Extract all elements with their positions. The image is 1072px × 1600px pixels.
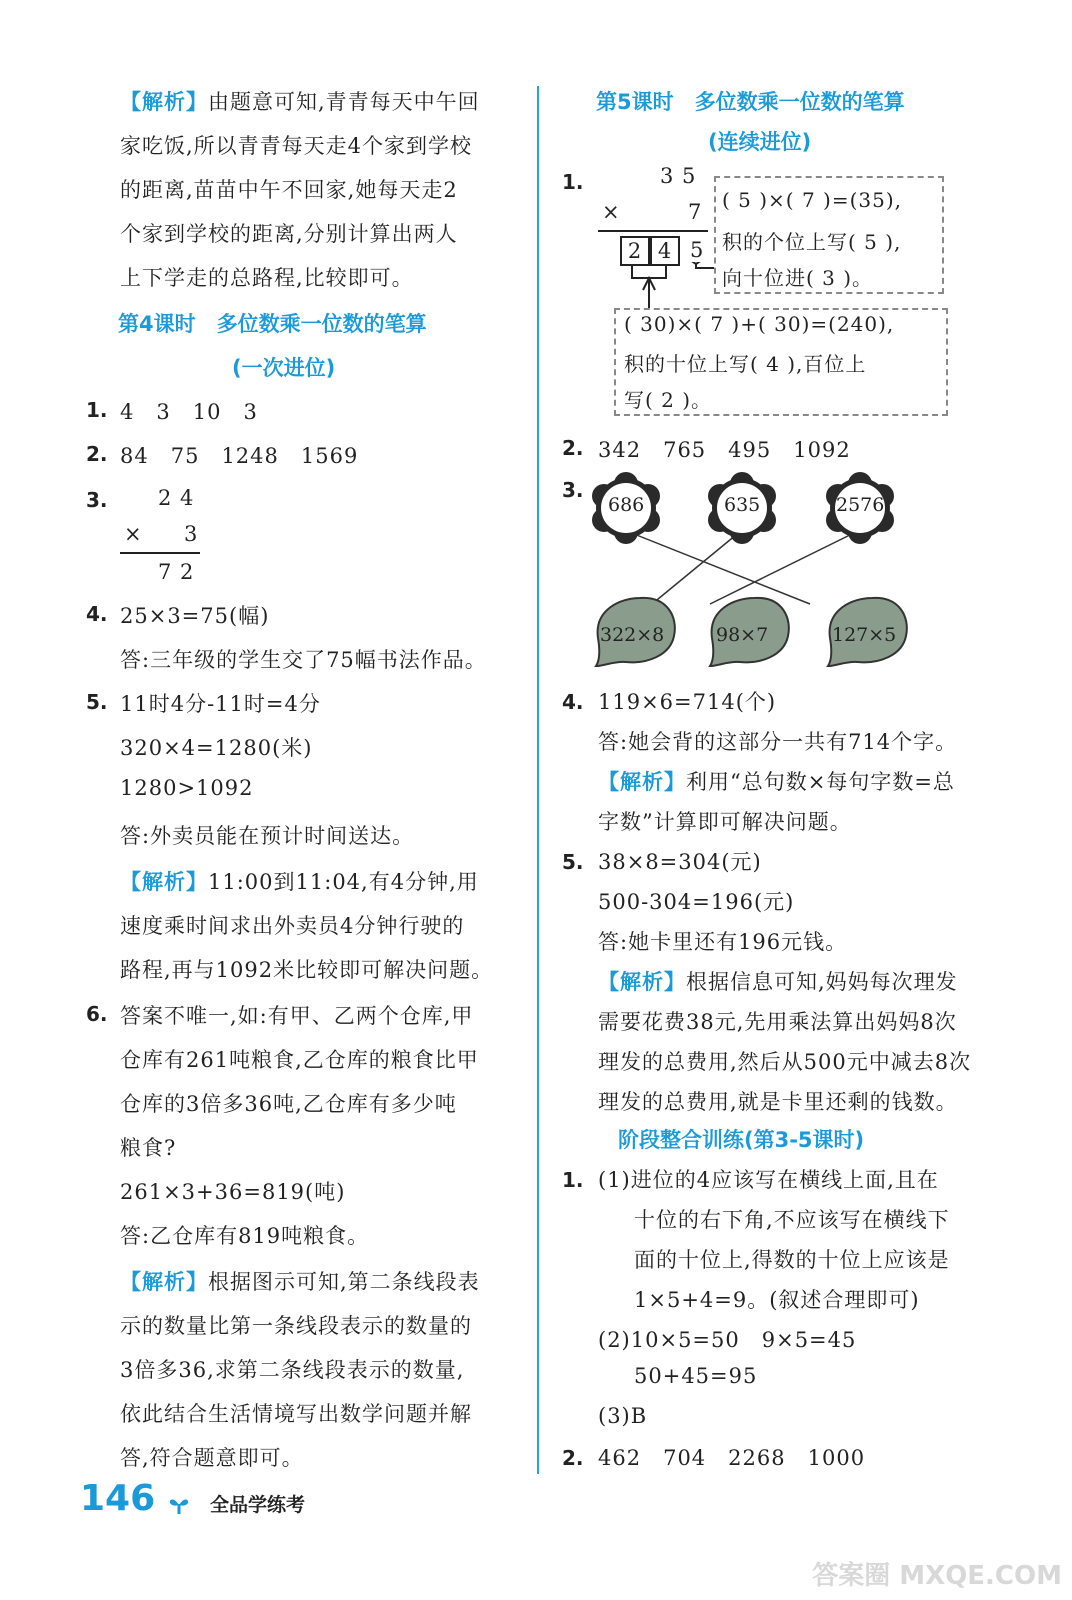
analysis-text: 根据图示可知,第二条线段表 — [208, 1270, 480, 1294]
column-divider — [537, 86, 539, 1474]
multiplier: 7 — [688, 200, 703, 224]
product: 7 2 — [158, 560, 195, 584]
analysis-text: 理发的总费用,就是卡里还剩的钱数。 — [598, 1090, 958, 1114]
answer-text: 答案不唯一,如:有甲、乙两个仓库,甲 — [120, 1004, 474, 1028]
explanation-text: 向十位进( 3 )。 — [722, 266, 874, 290]
analysis-text: 路程,再与1092米比较即可解决问题。 — [120, 958, 494, 982]
analysis-tag: 【解析】 — [598, 770, 686, 794]
answer-text: (3)B — [598, 1404, 648, 1428]
analysis-text: 由题意可知,青青每天中午回 — [208, 90, 480, 114]
answer-text: 答:她卡里还有196元钱。 — [598, 930, 848, 954]
product-digit-box: 2 — [620, 236, 650, 266]
leaf-expression: 127×5 — [832, 624, 897, 646]
multiplicand: 2 4 — [158, 486, 195, 510]
question-number: 2. — [86, 442, 108, 466]
answer-text: 答:乙仓库有819吨粮食。 — [120, 1224, 370, 1248]
answer-text: 4 3 10 3 — [120, 400, 258, 424]
analysis-text: 答,符合题意即可。 — [120, 1446, 304, 1470]
question-number: 5. — [562, 850, 584, 874]
analysis-text: 字数”计算即可解决问题。 — [598, 810, 852, 834]
page-number: 146 — [80, 1478, 156, 1519]
question-number: 1. — [86, 398, 108, 422]
product-digit-box: 4 — [650, 236, 680, 266]
section-title: 阶段整合训练(第3-5课时) — [618, 1128, 865, 1152]
analysis-text: 利用“总句数×每句字数=总 — [686, 770, 955, 794]
vertical-calc-line — [598, 230, 708, 232]
flower-value: 635 — [724, 494, 761, 516]
lesson-subtitle: (一次进位) — [232, 356, 336, 380]
leaf-expression: 98×7 — [716, 624, 769, 646]
explanation-text: 积的十位上写( 4 ),百位上 — [624, 352, 867, 376]
multiplier: 3 — [184, 522, 199, 546]
analysis-text: 上下学走的总路程,比较即可。 — [120, 266, 414, 290]
leaf-expression: 322×8 — [600, 624, 665, 646]
answer-text: 320×4=1280(米) — [120, 736, 313, 760]
answer-text: 119×6=714(个) — [598, 690, 777, 714]
analysis-tag: 【解析】 — [120, 870, 208, 894]
answer-text: 11时4分-11时=4分 — [120, 692, 321, 716]
question-number: 3. — [86, 488, 108, 512]
question-number: 1. — [562, 170, 584, 194]
answer-text: (2)10×5=50 9×5=45 — [598, 1328, 857, 1352]
question-number: 4. — [562, 690, 584, 714]
answer-text: (1)进位的4应该写在横线上面,且在 — [598, 1168, 939, 1192]
analysis-text: 11:00到11:04,有4分钟,用 — [208, 870, 479, 894]
explanation-text: 积的个位上写( 5 ), — [722, 230, 902, 254]
answer-text: 25×3=75(幅) — [120, 604, 270, 628]
brand-name: 全品学练考 — [210, 1494, 306, 1516]
question-number: 3. — [562, 478, 584, 502]
multiply-sign: × — [602, 200, 621, 224]
question-number: 5. — [86, 690, 108, 714]
lesson-title: 第4课时 多位数乘一位数的笔算 — [118, 312, 427, 336]
analysis-tag: 【解析】 — [598, 970, 686, 994]
answer-text: 38×8=304(元) — [598, 850, 762, 874]
answer-text: 462 704 2268 1000 — [598, 1446, 866, 1470]
analysis-text: 速度乘时间求出外卖员4分钟行驶的 — [120, 914, 465, 938]
question-number: 1. — [562, 1168, 584, 1192]
explanation-text: 写( 2 )。 — [624, 388, 713, 412]
answer-text: 500-304=196(元) — [598, 890, 795, 914]
question-number: 2. — [562, 1446, 584, 1470]
answer-text: 1280>1092 — [120, 776, 254, 800]
answer-text: 50+45=95 — [634, 1364, 758, 1388]
answer-text: 答:外卖员能在预计时间送达。 — [120, 824, 415, 848]
answer-text: 十位的右下角,不应该写在横线下 — [634, 1208, 950, 1232]
bracket-arrows — [610, 262, 720, 310]
analysis-tag: 【解析】 — [120, 1270, 208, 1294]
lesson-subtitle: (连续进位) — [708, 130, 812, 154]
analysis-line — [120, 86, 480, 116]
lesson-title: 第5课时 多位数乘一位数的笔算 — [596, 90, 905, 114]
answer-text: 1×5+4=9。(叙述合理即可) — [634, 1288, 920, 1312]
question-number: 2. — [562, 436, 584, 460]
vertical-calc-line — [120, 552, 200, 554]
answer-text: 粮食? — [120, 1136, 177, 1160]
answer-text: 261×3+36=819(吨) — [120, 1180, 346, 1204]
explanation-text: ( 30)×( 7 )+( 30)=(240), — [624, 312, 895, 336]
analysis-text: 示的数量比第一条线段表示的数量的 — [120, 1314, 472, 1338]
analysis-text: 依此结合生活情境写出数学问题并解 — [120, 1402, 472, 1426]
analysis-line — [120, 1266, 480, 1296]
answer-text: 84 75 1248 1569 — [120, 444, 359, 468]
question-number: 4. — [86, 602, 108, 626]
analysis-text: 3倍多36,求第二条线段表示的数量, — [120, 1358, 465, 1382]
multiply-sign: × — [124, 522, 143, 546]
analysis-line — [598, 966, 958, 996]
flower-value: 686 — [608, 494, 645, 516]
answer-text: 答:三年级的学生交了75幅书法作品。 — [120, 648, 487, 672]
answer-text: 仓库的3倍多36吨,乙仓库有多少吨 — [120, 1092, 457, 1116]
analysis-text: 家吃饭,所以青青每天走4个家到学校 — [120, 134, 473, 158]
analysis-text: 根据信息可知,妈妈每次理发 — [686, 970, 958, 994]
flower-value: 2576 — [836, 494, 885, 516]
analysis-line — [598, 766, 955, 796]
explanation-text: ( 5 )×( 7 )=(35), — [722, 188, 903, 212]
analysis-text: 的距离,苗苗中午不回家,她每天走2 — [120, 178, 458, 202]
watermark: 答案圈 MXQE.COM — [812, 1561, 1062, 1591]
analysis-text: 需要花费38元,先用乘法算出妈妈8次 — [598, 1010, 957, 1034]
multiplicand: 3 5 — [660, 164, 697, 188]
answer-text: 342 765 495 1092 — [598, 438, 851, 462]
answer-text: 仓库有261吨粮食,乙仓库的粮食比甲 — [120, 1048, 479, 1072]
analysis-tag: 【解析】 — [120, 90, 208, 114]
answer-text: 答:她会背的这部分一共有714个字。 — [598, 730, 958, 754]
question-number: 6. — [86, 1002, 108, 1026]
analysis-text: 理发的总费用,然后从500元中减去8次 — [598, 1050, 972, 1074]
answer-text: 面的十位上,得数的十位上应该是 — [634, 1248, 950, 1272]
product-ones-digit: 5 — [690, 238, 705, 262]
analysis-text: 个家到学校的距离,分别计算出两人 — [120, 222, 458, 246]
analysis-line — [120, 866, 479, 896]
sprout-icon — [168, 1494, 190, 1516]
